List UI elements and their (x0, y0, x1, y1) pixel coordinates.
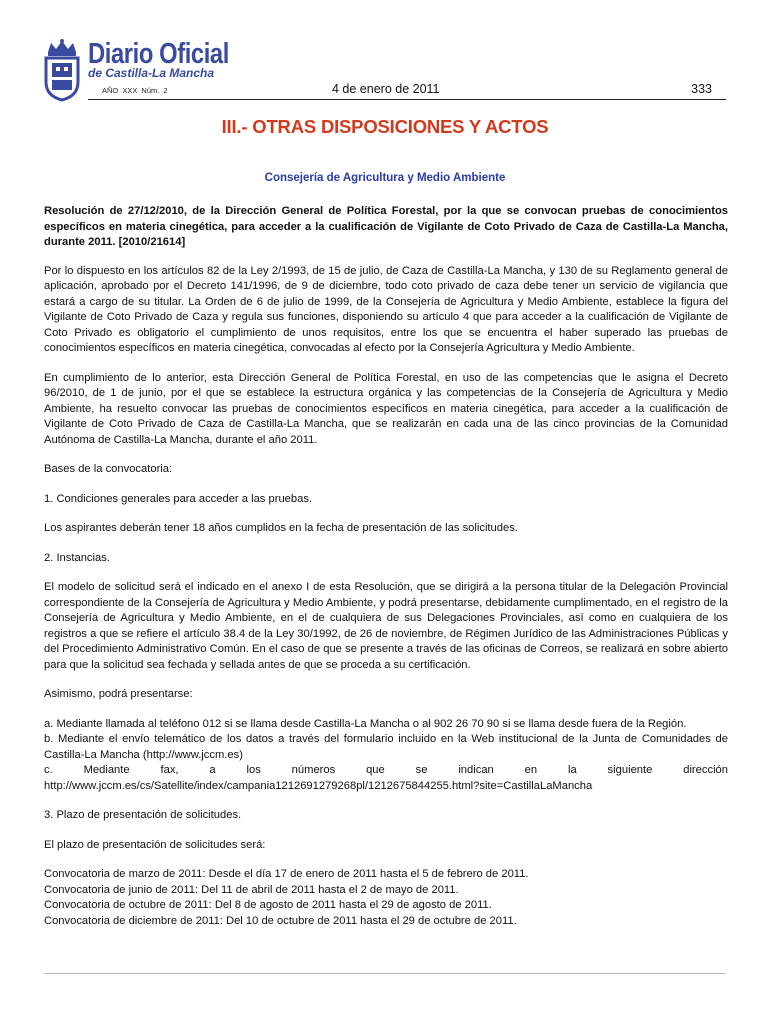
subsection-heading: 2. Instancias. (44, 551, 110, 564)
paragraph: Los aspirantes deberán tener 18 años cumplidos en la fecha de presentación de las solicitudes. (44, 522, 518, 534)
paragraph: El plazo de presentación de solicitudes será: (44, 838, 266, 851)
header-divider (88, 99, 726, 100)
issue-meta: AÑO XXX Núm. 2 (102, 86, 168, 95)
masthead (88, 39, 260, 80)
subsection-heading: 3. Plazo de presentación de solicitudes. (44, 809, 242, 821)
list-item: a. Mediante llamada al teléfono 012 si se llama desde Castilla-La Mancha o al 902 26 70 90 si se llama desde fuera de la Región. (44, 717, 687, 730)
paragraph: Asimismo, podrá presentarse: (44, 688, 193, 700)
list-item: b. Mediante el envío telemático de los datos a través del formulario incluido en la Web institucional de la Junta de Comunidades de Castilla-La Mancha (http://www.jccm.es) (44, 733, 728, 761)
masthead-title: Diario Oficial (88, 38, 229, 70)
page-number: 333 (691, 82, 712, 96)
masthead-subtitle: de Castilla-La Mancha (88, 66, 215, 80)
coat-of-arms-logo (42, 38, 82, 102)
footer-divider (44, 973, 726, 974)
schedule-line: Convocatoria de octubre de 2011: Del 8 de agosto de 2011 hasta el 29 de agosto de 2011. (44, 899, 492, 911)
schedule-line: Convocatoria de diciembre de 2011: Del 10 de octubre de 2011 hasta el 29 de octubre de 2011. (44, 914, 517, 927)
paragraph: Por lo dispuesto en los artículos 82 de la Ley 2/1993, de 15 de julio, de Caza de Castilla-La Mancha, y 130 de su Reglamento general de aplicación, aprobado por el Decreto 141/1996, de 9 de diciembre, todo coto privado de caza debe tener un servicio de vigilancia que estará a cargo de su titular. La Orden de 6 de julio de 1999, de la Consejería de Agricultura y Medio Ambiente, establece la figura del Vigilante de Coto Privado de Caza y regula sus funciones, disponiendo su artículo 4 que para acceder a la cualificación de Vigilante de Coto Privado es obligatorio el cumplimiento de unos requisitos, entre los que se encuentra el haber superado las pruebas de conocimientos específicos en materia cinegética, convocadas al efecto por la Consejería Agricultura y Medio Ambiente. (44, 264, 728, 354)
paragraph: Bases de la convocatoria: (44, 463, 173, 475)
paragraph: En cumplimiento de lo anterior, esta Dirección General de Política Forestal, en uso de las competencias que le asigna el Decreto 96/2010, de 1 de junio, por el que se establece la estructura orgánica y las competencias de la Consejería de Agricultura y Medio Ambiente, ha resuelto convocar las pruebas de conocimientos específicos en materia cinegética, para acceder a la cualificación de Vigilante de Coto Privado de Caza de Castilla-La Mancha, que se realizarán en cada una de las cinco provincias de la Comunidad Autónoma de Castilla-La Mancha, durante el año 2011. (44, 371, 728, 446)
resolution-title: Resolución de 27/12/2010, de la Dirección General de Política Forestal, por la que se convocan pruebas de conocimientos específicos en materia cinegética, para acceder a la cualificación de Vigilante de Coto Privado de Caza de Castilla-La Mancha, durante 2011. [2010/21614] (44, 205, 728, 248)
schedule-line: Convocatoria de junio de 2011: Del 11 de abril de 2011 hasta el 2 de mayo de 2011. (44, 883, 459, 896)
paragraph: El modelo de solicitud será el indicado en el anexo I de esta Resolución, que se dirigirá a la persona titular de la Delegación Provincial correspondiente de la Consejería de Agricultura y Medio Ambiente, y podrá presentarse, debidamente cumplimentado, en el registro de la Consejería de Agricultura y Medio Ambiente, en el de cualquiera de sus Delegaciones Provinciales, así como en cualquiera de los registros a que se refiere el artículo 38.4 de la Ley 30/1992, de 26 de noviembre, de Régimen Jurídico de las Administraciones Públicas y del Procedimiento Administrativo Común. En el caso de que se presente a través de las oficinas de Correos, se realizará en sobre abierto para que la solicitud sea fechada y sellada antes de que se proceda a su certificación. (44, 581, 728, 671)
department-heading: Consejería de Agricultura y Medio Ambiente (264, 172, 506, 184)
list-item: c. Mediante fax, a los números que se indican en la siguiente dirección http://www.jccm.es/cs/Satellite/index/campania1212691279268pl/1212675844255.html?site=CastillaLaMancha (44, 764, 728, 792)
document-body (44, 204, 728, 929)
issue-date: 4 de enero de 2011 (332, 82, 440, 96)
schedule-line: Convocatoria de marzo de 2011: Desde el día 17 de enero de 2011 hasta el 5 de febrero de 2011. (44, 868, 529, 880)
subsection-heading: 1. Condiciones generales para acceder a las pruebas. (44, 492, 313, 505)
section-title: III.- OTRAS DISPOSICIONES Y ACTOS (221, 116, 549, 137)
